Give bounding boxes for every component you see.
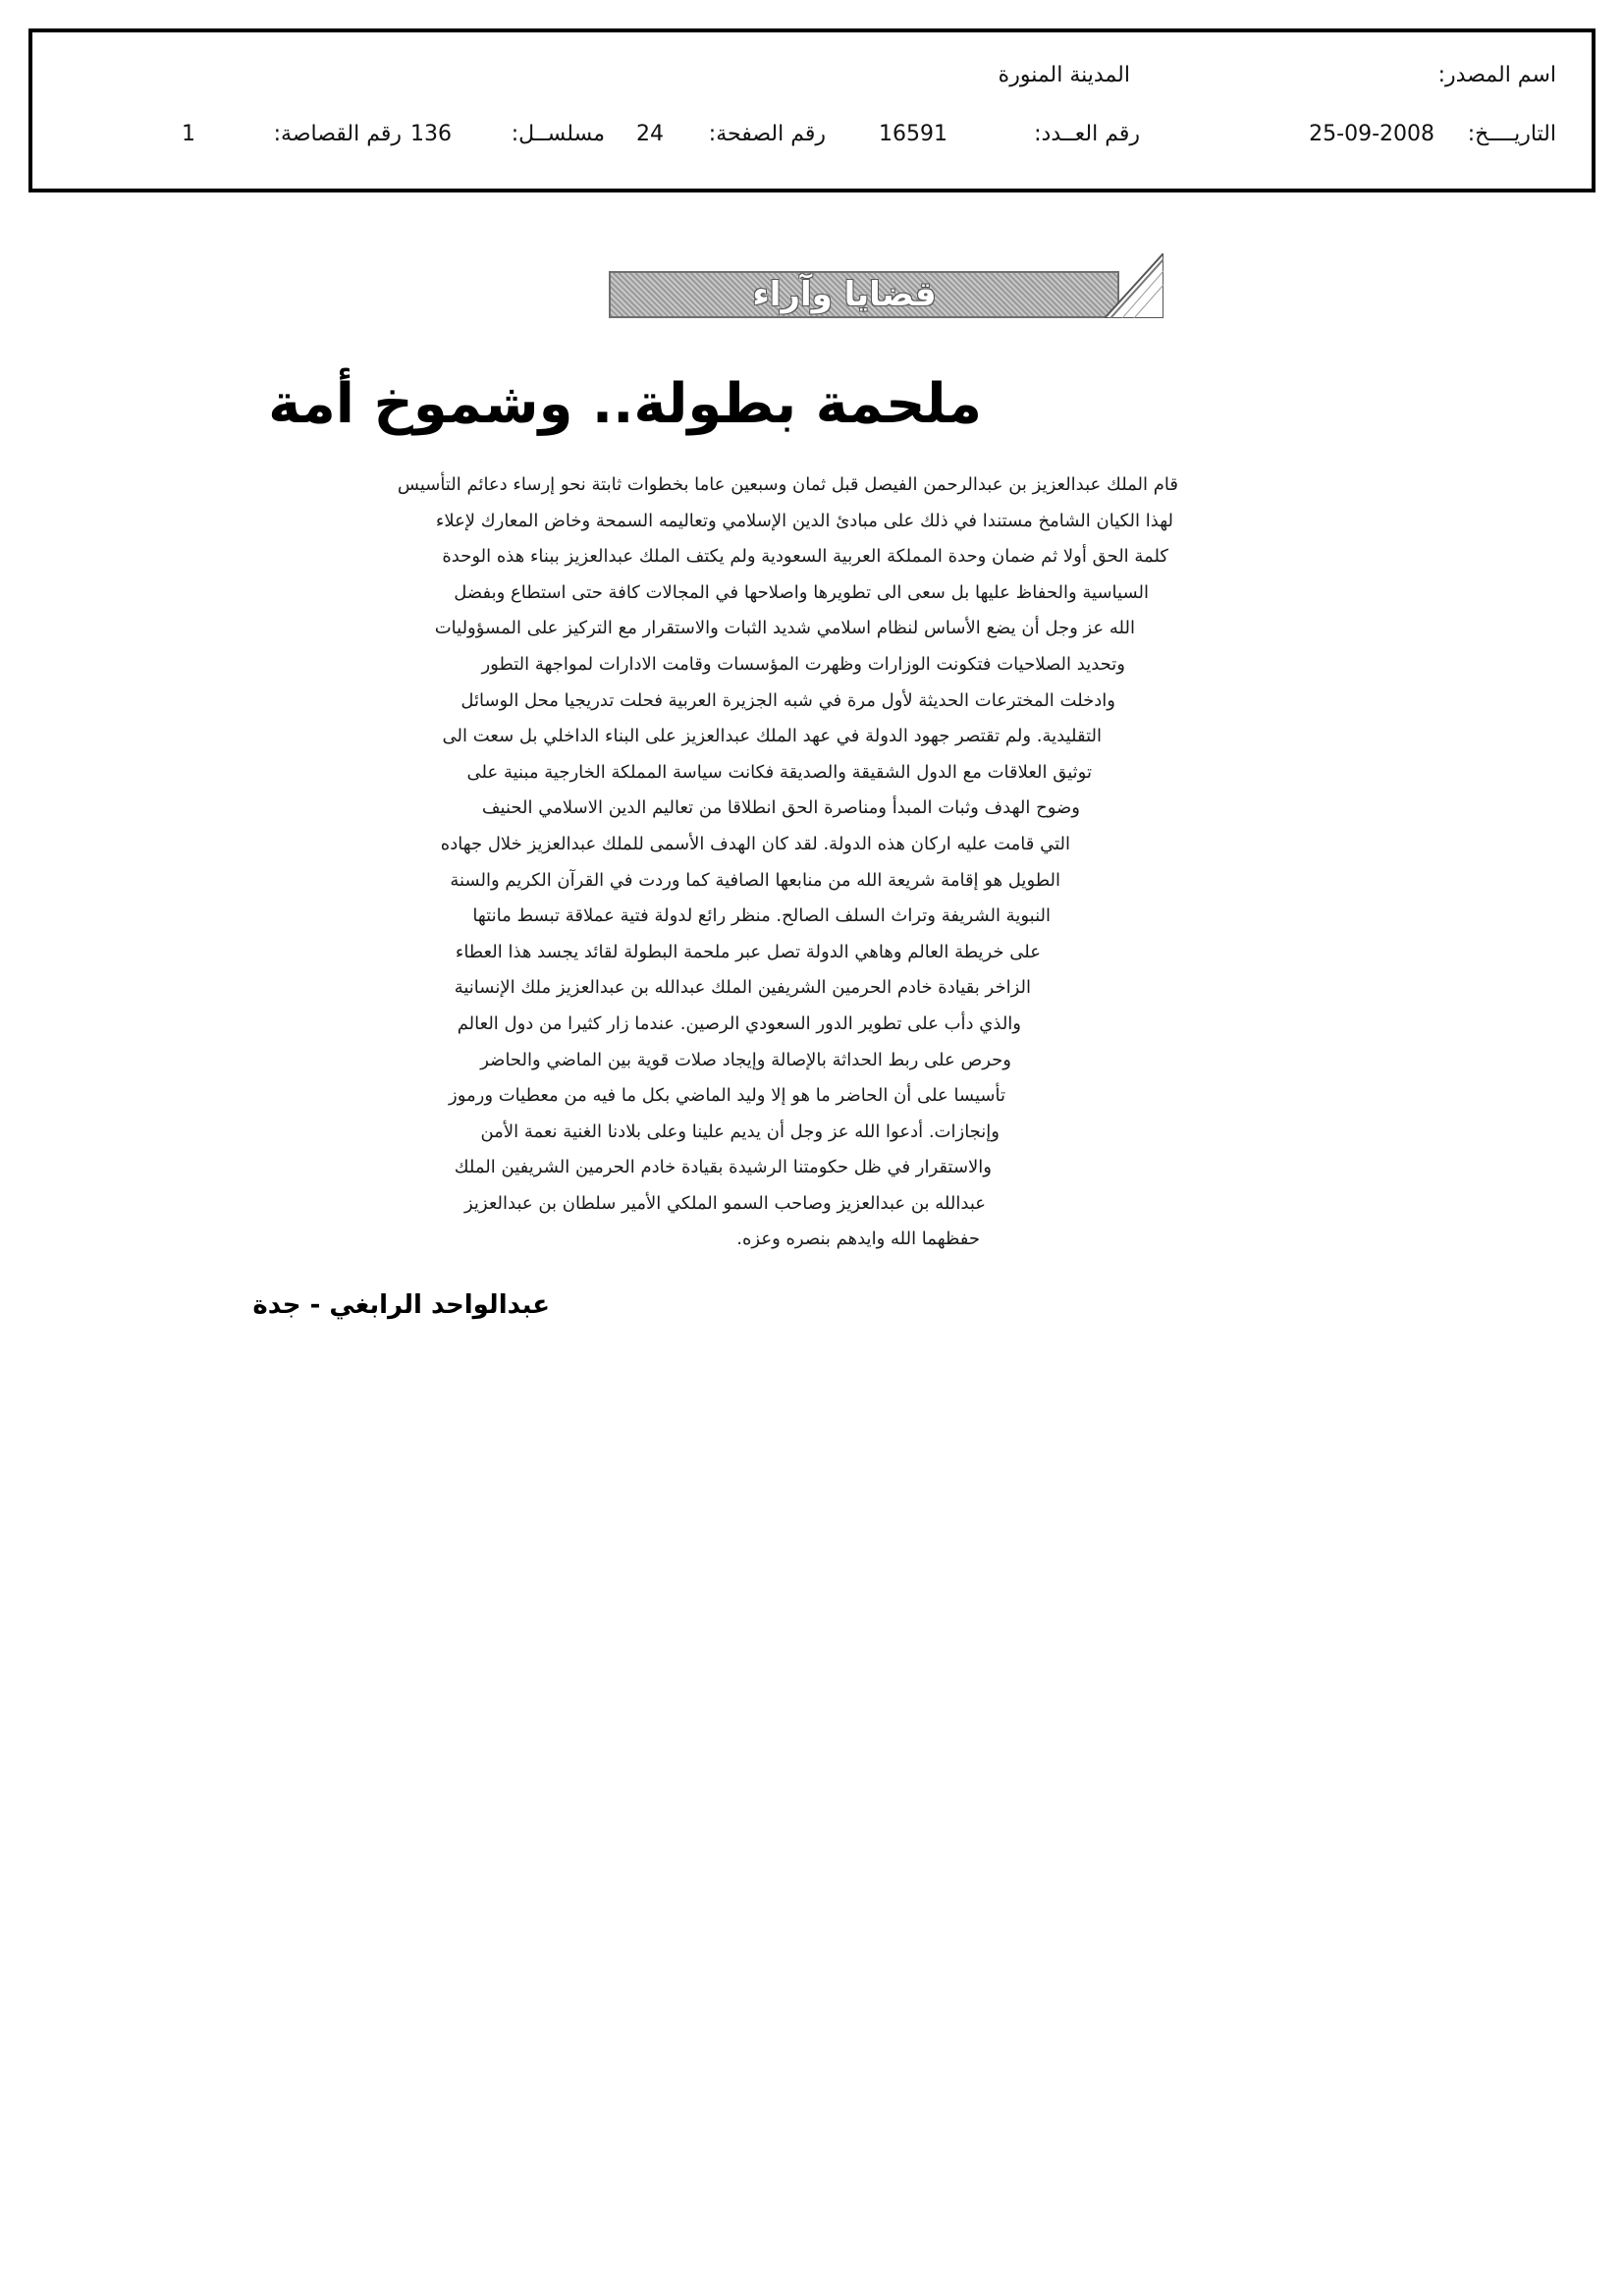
clipping-label: رقم القصاصة: — [273, 122, 402, 146]
date-value: 25-09-2008 — [1309, 122, 1434, 146]
section-banner-label: قضايا وآراء — [752, 275, 937, 314]
article-line: كلمة الحق أولا ثم ضمان وحدة المملكة العربية السعودية ولم يكتف الملك عبدالعزيز ببناء هذه الوحدة — [442, 546, 1168, 568]
article-line: وضوح الهدف وثبات المبدأ ومناصرة الحق انطلاقا من تعاليم الدين الاسلامي الحنيف — [481, 797, 1080, 819]
article-line: حفظهما الله وايدهم بنصره وعزه. — [736, 1229, 980, 1250]
article-line: عبدالله بن عبدالعزيز وصاحب السمو الملكي الأمير سلطان بن عبدالعزيز — [463, 1192, 986, 1214]
article-headline: ملحمة بطولة.. وشموخ أمة — [268, 372, 982, 436]
issue-value: 16591 — [879, 122, 947, 146]
article-line: والاستقرار في ظل حكومتنا الرشيدة بقيادة خادم الحرمين الشريفين الملك — [454, 1157, 992, 1178]
article-line: الزاخر بقيادة خادم الحرمين الشريفين الملك عبدالله بن عبدالعزيز ملك الإنسانية — [454, 977, 1031, 999]
source-value: المدينة المنورة — [998, 63, 1130, 87]
article-line: النبوية الشريفة وتراث السلف الصالح. منظر رائع لدولة فتية عملاقة تبسط مانتها — [472, 905, 1051, 927]
article-line: والذي دأب على تطوير الدور السعودي الرصين. عندما زار كثيرا من دول العالم — [457, 1012, 1021, 1034]
serial-value: 136 — [410, 122, 452, 146]
article-line: على خريطة العالم وهاهي الدولة تصل عبر ملحمة البطولة لقائد يجسد هذا العطاء — [455, 941, 1041, 962]
article-line: وإنجازات. أدعوا الله عز وجل أن يديم علينا وعلى بلادنا الغنية نعمة الأمن — [480, 1121, 1000, 1142]
article-line: وحرص على ربط الحداثة بالإصالة وإيجاد صلات قوية بين الماضي والحاضر — [480, 1049, 1011, 1070]
clipping-metadata-box — [28, 28, 1596, 192]
article-line: الله عز وجل أن يضع الأساس لنظام اسلامي شديد الثبات والاستقرار مع التركيز على المسؤوليات — [434, 618, 1135, 639]
page-value: 24 — [636, 122, 664, 146]
article-byline: عبدالواحد الرابغي - جدة — [252, 1290, 550, 1320]
article-line: وادخلت المخترعات الحديثة لأول مرة في شبه الجزيرة العربية فحلت تدريجيا محل الوسائل — [460, 689, 1115, 711]
section-banner — [609, 253, 1168, 322]
article-body — [275, 467, 1178, 1258]
clipping-value: 1 — [182, 122, 195, 146]
source-label: اسم المصدر: — [1437, 63, 1556, 87]
article-line: السياسية والحفاظ عليها بل سعى الى تطويرها واصلاحها في المجالات كافة حتى استطاع وبفضل — [454, 581, 1149, 603]
page-label: رقم الصفحة: — [708, 122, 826, 146]
date-label: التاريــــخ: — [1467, 122, 1556, 146]
article-line: التقليدية. ولم تقتصر جهود الدولة في عهد الملك عبدالعزيز على البناء الداخلي بل سعت الى — [442, 726, 1102, 747]
article-line: قام الملك عبدالعزيز بن عبدالرحمن الفيصل قبل ثمان وسبعين عاما بخطوات ثابتة نحو إرساء دعائم التأسيس — [397, 474, 1178, 495]
article-line: توثيق العلاقات مع الدول الشقيقة والصديقة فكانت سياسة المملكة الخارجية مبنية على — [466, 761, 1092, 783]
article-line: لهذا الكيان الشامخ مستندا في ذلك على مبادئ الدين الإسلامي وتعاليمه السمحة وخاض المعارك لإعلاء — [435, 510, 1173, 531]
banner-wedge-icon — [1105, 253, 1163, 318]
article-line: الطويل هو إقامة شريعة الله من منابعها الصافية كما وردت في القرآن الكريم والسنة — [450, 869, 1060, 891]
article-line: وتحديد الصلاحيات فتكونت الوزارات وظهرت المؤسسات وقامت الادارات لمواجهة التطور — [481, 653, 1125, 675]
serial-label: مسلســل: — [511, 122, 605, 146]
article-line: التي قامت عليه اركان هذه الدولة. لقد كان الهدف الأسمى للملك عبدالعزيز خلال جهاده — [440, 833, 1070, 854]
article-line: تأسيسا على أن الحاضر ما هو إلا وليد الماضي بكل ما فيه من معطيات ورموز — [449, 1085, 1005, 1107]
issue-label: رقم العــدد: — [1034, 122, 1140, 146]
